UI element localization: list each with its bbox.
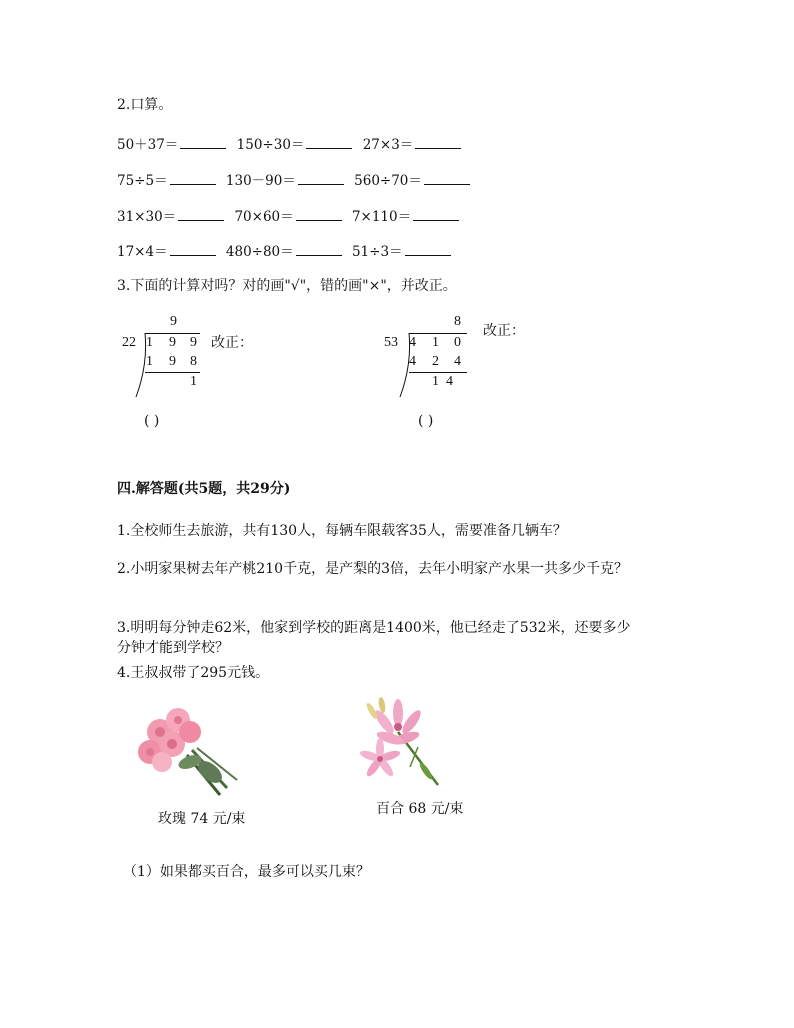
section-2-title: 2.口算。 [117, 97, 173, 113]
lily-caption: 百合 68 元/束 [376, 801, 464, 817]
oral-expr: 560÷70＝ [354, 173, 422, 189]
oral-row-4 [117, 240, 457, 260]
answer-blank[interactable] [306, 136, 352, 149]
question-3-line-1: 3.明明每分钟走62米，他家到学校的距离是1400米，他已经走了532米，还要多少 [117, 620, 631, 636]
quotient: 9 [170, 314, 177, 329]
judge-parentheses[interactable]: ( ) [144, 413, 160, 429]
answer-blank[interactable] [424, 172, 470, 185]
remainder: 1 4 [432, 374, 453, 389]
answer-blank[interactable] [298, 172, 344, 185]
oral-expr: 51÷3＝ [351, 244, 403, 260]
answer-blank[interactable] [170, 172, 216, 185]
rose-caption: 玫瑰 74 元/束 [158, 811, 246, 827]
answer-blank[interactable] [296, 243, 342, 256]
quotient: 8 [454, 314, 461, 329]
product-digit: 2 [432, 354, 439, 369]
answer-blank[interactable] [178, 208, 224, 221]
question-2: 2.小明家果树去年产桃210千克，是产梨的3倍，去年小明家产水果一共多少千克？ [117, 561, 628, 577]
judge-parentheses[interactable]: ( ) [418, 413, 434, 429]
section-3-title: 3.下面的计算对吗？对的画"√"，错的画"×"，并改正。 [117, 278, 457, 294]
remainder: 1 [190, 374, 197, 389]
product-digit: 1 [146, 354, 153, 369]
oral-expr: 75÷5＝ [117, 173, 168, 189]
division-bar [409, 333, 467, 334]
oral-expr: 70×60＝ [234, 209, 294, 225]
question-4: 4.王叔叔带了295元钱。 [117, 665, 270, 681]
oral-expr: 50＋37＝ [117, 137, 179, 153]
oral-row-1 [117, 133, 467, 153]
divisor: 22 [122, 335, 136, 350]
oral-row-3 [117, 205, 465, 225]
oral-expr: 480÷80＝ [225, 244, 294, 260]
dividend-digit: 4 [409, 335, 416, 350]
oral-expr: 7×110＝ [351, 209, 412, 225]
oral-expr: 17×4＝ [117, 244, 168, 260]
oral-expr: 130－90＝ [225, 173, 296, 189]
dividend-digit: 9 [190, 335, 197, 350]
sub-question-1: （1）如果都买百合，最多可以买几束？ [123, 864, 370, 880]
section-4-heading: 四.解答题(共5题，共29分) [117, 481, 291, 497]
rose-bouquet-image [132, 700, 247, 800]
answer-blank[interactable] [180, 136, 226, 149]
lily-image [358, 697, 448, 792]
dividend-digit: 1 [432, 335, 439, 350]
division-bar [145, 333, 200, 334]
oral-expr: 150÷30＝ [236, 137, 305, 153]
dividend-digit: 9 [169, 335, 176, 350]
product-digit: 4 [454, 354, 461, 369]
answer-blank[interactable] [413, 208, 459, 221]
product-digit: 8 [190, 354, 197, 369]
oral-expr: 27×3＝ [362, 137, 414, 153]
question-1: 1.全校师生去旅游，共有130人，每辆车限载客35人，需要准备几辆车？ [117, 523, 567, 539]
answer-blank[interactable] [296, 208, 342, 221]
subtraction-bar [145, 372, 200, 373]
oral-row-2 [117, 169, 476, 189]
fix-label: 改正： [483, 323, 525, 339]
answer-blank[interactable] [415, 136, 461, 149]
dividend-digit: 0 [454, 335, 461, 350]
answer-blank[interactable] [170, 243, 216, 256]
subtraction-bar [409, 372, 467, 373]
question-3-line-2: 分钟才能到学校？ [117, 640, 229, 656]
fix-label: 改正： [211, 335, 253, 351]
long-division-left [118, 312, 258, 402]
answer-blank[interactable] [405, 243, 451, 256]
dividend-digit: 1 [146, 335, 153, 350]
divisor: 53 [384, 335, 398, 350]
product-digit: 4 [409, 354, 416, 369]
product-digit: 9 [169, 354, 176, 369]
oral-expr: 31×30＝ [117, 209, 177, 225]
